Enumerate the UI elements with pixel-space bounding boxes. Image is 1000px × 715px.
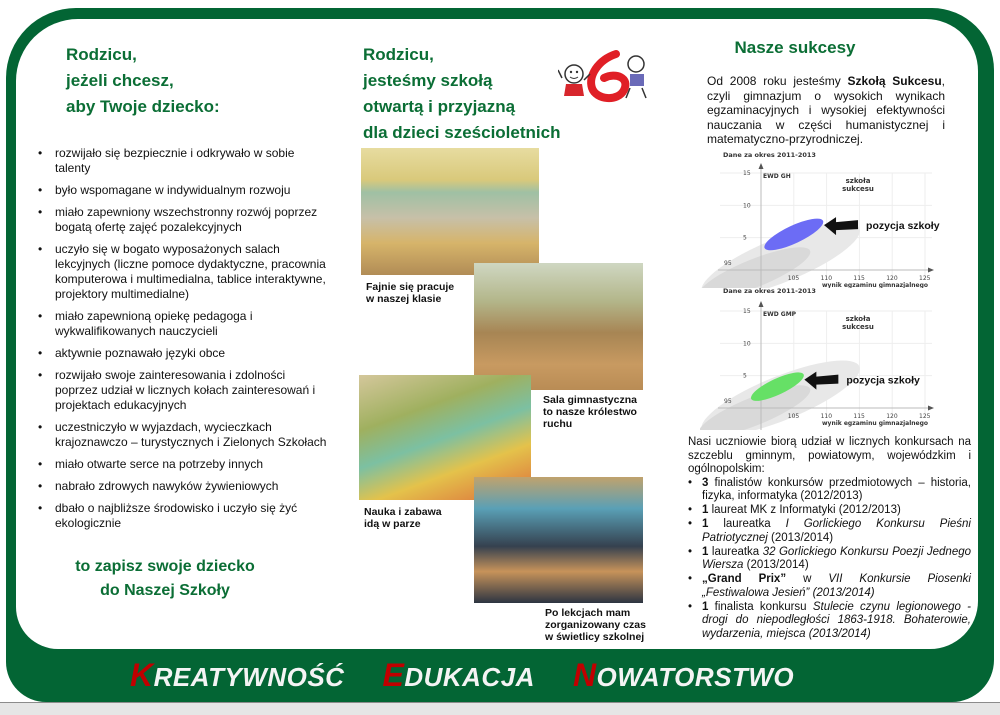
x-tick-label: 120 — [886, 413, 898, 420]
region-label: szkoła — [845, 315, 871, 323]
achievement-count: 1 — [702, 545, 709, 558]
photo-caption — [364, 506, 442, 530]
x-tick-label: 110 — [820, 413, 833, 420]
competitions-section — [688, 436, 971, 642]
y-axis-arrow — [759, 163, 764, 169]
middle-heading-line: dla dzieci sześcioletnich — [363, 123, 561, 142]
achievement-item: • 3 finalistów konkursów przedmiotowych – historia, fizyka, informatyka (2012/2013) — [688, 477, 971, 504]
ewd-gh-chart — [700, 148, 950, 288]
achievement-title: I Gorlickiego Konkursu Pieśni Patriotycznej — [702, 518, 971, 544]
slogan-initial: E — [382, 656, 405, 693]
slogan-rest: OWATORSTWO — [596, 661, 795, 692]
x-tick-label: 95 — [724, 398, 732, 405]
caption-line: to nasze królestwo — [543, 406, 637, 418]
list-item: • rozwijało swoje zainteresowania i zdolności poprzez udział w licznych kołach zainteresowań i projektach edukacyjnych — [38, 368, 328, 413]
region-label: sukcesu — [842, 323, 874, 331]
x-tick-label: 125 — [919, 413, 931, 420]
ewd-gmp-chart — [700, 284, 950, 430]
achievement-count: 1 — [702, 504, 709, 516]
x-tick-label: 105 — [787, 275, 800, 282]
list-item: • miało zapewniony wszechstronny rozwój poprzez bogatą ofertę zajęć pozalekcyjnych — [38, 205, 328, 235]
slogan-rest: DUKACJA — [404, 661, 535, 692]
y-tick-label: 5 — [743, 234, 747, 242]
x-tick-label: 115 — [853, 413, 865, 420]
achievement-count: „Grand Prix” — [702, 573, 787, 585]
caption-line: Nauka i zabawa — [364, 506, 442, 518]
x-tick-label: 95 — [724, 260, 732, 267]
middle-heading-line: jesteśmy szkołą — [363, 71, 493, 90]
achievement-count: 3 — [702, 476, 709, 489]
call-to-action — [30, 555, 300, 603]
caption-line: Sala gimnastyczna — [543, 394, 637, 406]
ewd-gh-chart-svg — [700, 148, 950, 288]
list-item: • aktywnie poznawało języki obce — [38, 346, 328, 361]
footer-slogan — [130, 655, 890, 695]
achievement-item: • 1 finalista konkursu Stulecie czynu legionowego - drogi do niepodległości 1863-1918. Bohaterowie, wydarzenia, miejsca (2013/2014) — [688, 601, 971, 642]
achievement-item: • 1 laureat MK z Informatyki (2012/2013) — [688, 504, 971, 518]
x-tick-label: 110 — [820, 275, 833, 282]
bottom-strip — [0, 702, 1000, 715]
list-item: • miało otwarte serce na potrzeby innych — [38, 457, 328, 472]
annotation-label: pozycja szkoły — [866, 220, 940, 233]
successes-heading: Nasze sukcesy — [734, 38, 856, 57]
achievement-count: 1 — [702, 518, 709, 530]
y-tick-label: 15 — [743, 308, 751, 315]
achievement-item: • 1 laureatka I Gorlickiego Konkursu Pieśni Patriotycznej (2013/2014) — [688, 518, 971, 545]
slogan-initial: K — [130, 656, 154, 693]
x-tick-label: 115 — [853, 275, 865, 282]
list-item: • miało zapewnioną opiekę pedagoga i wykwalifikowanych nauczycieli — [38, 309, 328, 339]
x-axis-arrow — [928, 406, 934, 411]
list-item: • uczyło się w bogato wyposażonych salach lekcyjnych (liczne pomoce dydaktyczne, pracownia komputerowa i multimedialna, tablice interaktywne, projektory multimedialne) — [38, 242, 328, 302]
common-room-photo — [474, 477, 643, 603]
region-label: sukcesu — [842, 185, 874, 193]
x-axis-arrow — [928, 268, 934, 273]
achievement-title: Stulecie czynu legionowego - drogi do niepodległości 1863-1918. Bohaterowie, wydarzenia, miejsca (2013/2014) — [702, 600, 971, 640]
cta-line: do Naszej Szkoły — [100, 582, 230, 599]
list-item: • było wspomagane w indywidualnym rozwoju — [38, 183, 328, 198]
achievement-item: • „Grand Prix” w VII Konkursie Piosenki „Festiwalowa Jesień” (2013/2014) — [688, 573, 971, 600]
x-tick-label: 125 — [919, 275, 931, 282]
middle-heading-line: otwartą i przyjazną — [363, 97, 516, 116]
slogan-word — [382, 657, 534, 694]
x-axis-label: wynik egzaminu gimnazjalnego — [822, 420, 929, 427]
photo-caption — [545, 607, 646, 643]
x-tick-label: 105 — [787, 413, 800, 420]
y-axis-label: EWD GMP — [763, 311, 797, 318]
region-label: szkoła — [845, 177, 871, 185]
left-heading-line: aby Twoje dziecko: — [66, 97, 220, 116]
list-item: • nabrało zdrowych nawyków żywieniowych — [38, 479, 328, 494]
caption-line: Po lekcjach mam — [545, 607, 631, 619]
slogan-word — [573, 657, 794, 694]
ewd-gmp-chart-svg — [700, 284, 950, 430]
success-intro — [707, 74, 945, 147]
y-axis-label: EWD GH — [763, 173, 791, 180]
photo-caption — [366, 281, 454, 305]
x-tick-label: 120 — [886, 275, 898, 282]
achievements-list — [688, 477, 971, 642]
caption-line: zorganizowany czas — [545, 619, 646, 631]
middle-heading-line: Rodzicu, — [363, 45, 434, 64]
y-axis-arrow — [759, 301, 764, 307]
competitions-intro: Nasi uczniowie biorą udział w licznych konkursach na szczeblu gminnym, powiatowym, wojewódzkim i ogólnopolskim: — [688, 436, 971, 475]
photo-caption — [543, 394, 637, 430]
chart-title: Dane za okres 2011-2013 — [723, 151, 816, 159]
slogan-rest: REATYWNOŚĆ — [153, 661, 345, 692]
gym-photo — [474, 263, 643, 390]
benefits-list — [38, 146, 328, 538]
left-heading-line: jeżeli chcesz, — [66, 71, 174, 90]
caption-line: ruchu — [543, 418, 573, 430]
caption-line: w świetlicy szkolnej — [545, 631, 645, 643]
slogan-word — [130, 657, 344, 694]
intro-bold: Szkołą Sukcesu — [847, 74, 942, 88]
six-year-olds-logo-icon — [558, 48, 652, 104]
y-tick-label: 10 — [743, 202, 751, 210]
chart-title: Dane za okres 2011-2013 — [723, 287, 816, 295]
achievement-item: • 1 laureatka 32 Gorlickiego Konkursu Poezji Jednego Wiersza (2013/2014) — [688, 546, 971, 573]
achievement-title: 32 Gorlickiego Konkursu Poezji Jednego Wiersza — [702, 545, 972, 571]
intro-text: Od 2008 roku jesteśmy — [707, 74, 848, 88]
y-tick-label: 5 — [743, 372, 747, 380]
cta-line: to zapisz swoje dziecko — [75, 558, 255, 575]
annotation-label: pozycja szkoły — [846, 374, 920, 387]
list-item: • dbało o najbliższe środowisko i uczyło się żyć ekologicznie — [38, 501, 328, 531]
intro-text: , czyli gimnazjum o wysokich wynikach egzaminacyjnych i wysokiej efektywności nauczania w części humanistycznej i matematyczno-przyrodniczej. — [707, 74, 945, 146]
list-item: • rozwijało się bezpiecznie i odkrywało w sobie talenty — [38, 146, 328, 176]
caption-line: Fajnie się pracuje — [366, 281, 455, 293]
achievement-title: VII Konkursie Piosenki „Festiwalowa Jesień” (2013/2014) — [702, 573, 971, 599]
y-tick-label: 15 — [743, 170, 751, 177]
middle-heading — [363, 42, 560, 146]
caption-line: w naszej klasie — [366, 293, 442, 305]
caption-line: idą w parze — [364, 518, 421, 530]
y-tick-label: 10 — [743, 340, 751, 348]
slogan-initial: N — [572, 656, 597, 693]
achievement-count: 1 — [702, 600, 709, 613]
left-heading — [66, 42, 220, 120]
classroom-photo — [361, 148, 539, 275]
left-heading-line: Rodzicu, — [66, 45, 137, 64]
x-axis-label: wynik egzaminu gimnazjalnego — [822, 282, 929, 288]
list-item: • uczestniczyło w wyjazdach, wycieczkach krajoznawczo – turystycznych i Zielonych Szkołach — [38, 420, 328, 450]
